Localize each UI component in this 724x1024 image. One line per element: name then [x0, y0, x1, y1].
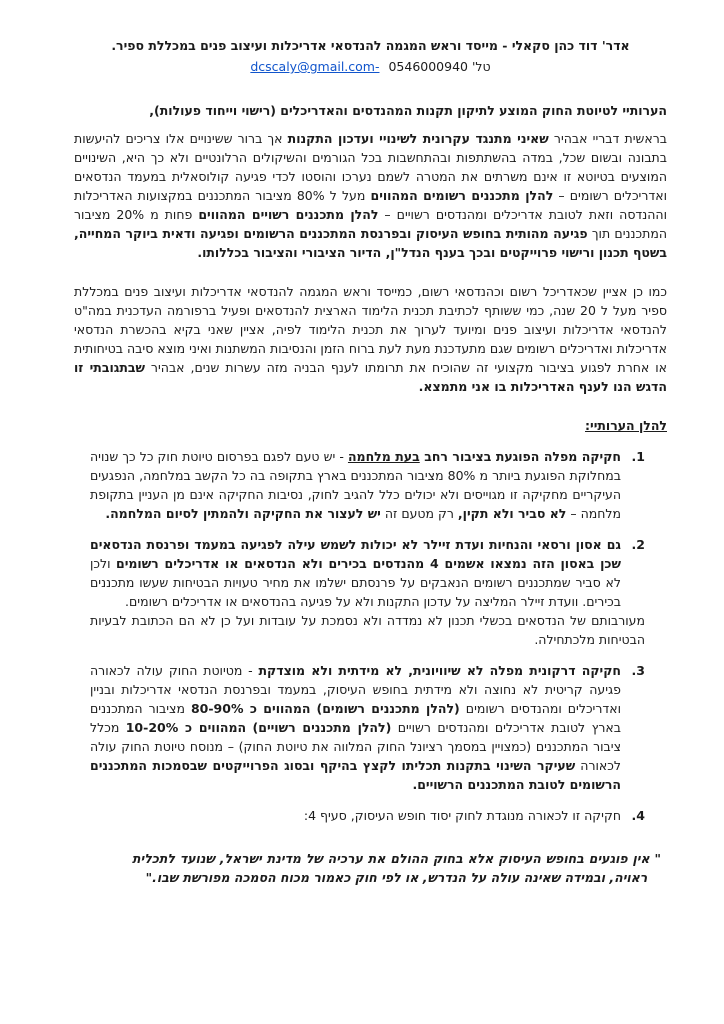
- comment-item-4: [74, 806, 667, 825]
- comment-item-3: [74, 661, 667, 794]
- paragraph-author-background: כמו כן אציין שכאדריכל רשום וכהנדסאי רשום, כמייסד וראש המגמה להנדסאי אדריכלות ועיצוב פנים במכללת ספיר מעל ל 20 שנה, כמי ששותף לכתיבת תכנית הלימוד הארצית להנדסאים ופעיל ברפורמה העדכנית במה"ט להנדסאי אדריכלות ועיצוב פנים ומיועד לערוך את תכנית הלימוד לפיה, אציין שאני בקיא בהכשרת הנדסאי אדריכלות ואדריכלים רשומים שגם מתעדכנת מעת לעת ברוח הזמן והנסיבות המשתנות ואיני מוצא סיבה בטיחותית או אחרת לפגוע בציבור מקצועי זה שהוכיח את תרומתו לענף הבניה מזה עשרות שנים, אבהיר שבתגובתי זו הדגש הנו לענף האדריכלות בו אני מתמצא.: [74, 284, 668, 394]
- item-text: [74, 535, 645, 649]
- item-note: מעורבותם של הנדסאים בכשלי תכנון לא נמדדה ולא נסמכת על עובדות ועל כן לא הם הכתובת לבעיות הבטיחות מלכתחילה.: [90, 613, 645, 647]
- quote-basic-law: " אין פוגעים בחופש העיסוק אלא בחוק ההולם את ערכיה של מדינת ישראל, שנועד לתכלית ראויה, ובמידה שאינה עולה על הנדרש, או לפי חוק כאמור מכוח הסמכה מפורשת שבו.": [132, 851, 661, 885]
- item-paragraph: חקיקה זו לכאורה מנוגדת לחוק יסוד חופש העיסוק, סעיף 4:: [303, 808, 621, 823]
- author-title: אדר' דוד כהן סקאלי - מייסד וראש המגמה להנדסאי אדריכלות ועיצוב פנים במכללת ספיר.: [111, 38, 630, 53]
- item-text: [74, 806, 621, 825]
- item-number: 1.: [631, 449, 645, 464]
- paragraph-position-statement: בראשית דבריי אבהיר שאיני מתנגד עקרונית לשינויי ועדכון התקנות אך ברור ששינויים אלו צריכים להיעשות בתבונה ובשום שכל, במדה בהשתתפות ובהתחשבות בכל הגורמים והשיקולים הרלונטיים ולא כך היא, השינויים המוצעים בטיוטא זו אינם משרתים את המטרה לשמם נערכו והוסטו לכדי פגיעה קולוסאלית במעמד הנדסאים ואדריכלים רשומים – להלן מתכננים רשומים המהווים מעל ל 80% מציבור המתכננים במקצועות האדריכלות וההנדסה וזאת לטובת אדריכלים ומהנדסים רשויים – להלן מתכננים רשויים המהווים פחות מ 20% מציבור המתכננים תוך פגיעה מהותית בחופש העיסוק ובפרנסת המתכננים הרשומים ופגיעה ודאית ביוקר המחייה, בשטף תכנון ורישוי פרוייקטים ובכך בענף הנדל"ן, הדיור הציבורי והציבור בכללותו.: [74, 131, 668, 260]
- comments-heading: להלן הערותיי:: [585, 418, 667, 433]
- comment-item-2: [74, 535, 667, 649]
- email-link[interactable]: dcscaly@gmail.com-: [250, 59, 380, 74]
- item-paragraph: חקיקה מפלה הפוגעת בציבור רחב בעת מלחמה - יש טעם לפגם בפרסום טיוטת חוק כל כך שנויה במחלוקת הפוגעת ביותר מ 80% מציבור המתכננים בארץ בתקופה בה כל הקשב במלחמה, הנפגעים העיקריים מחקיקה זו מגוייסים ולא יכולים כלל להגיב לחוק, נסיבות החקיקה אינם מן העניין בתקופת מלחמה – לא סביר ולא תקין, רק מטעם זה יש לעצור את החקיקה ולהמתין לסיום המלחמה.: [90, 449, 621, 521]
- item-text: [74, 447, 621, 523]
- item-number: 2.: [631, 537, 645, 552]
- phone-number: טל' 0546000940: [388, 59, 491, 74]
- item-number: 4.: [631, 808, 645, 823]
- item-text: [74, 661, 621, 794]
- item-number: 3.: [631, 663, 645, 678]
- intro-line: הערותיי לטיוטת החוק המוצע לתיקון תקנות המהנדסים והאדריכלים (רישוי וייחוד פעולות),: [149, 103, 667, 118]
- item-paragraph: גם אסון ורסאי והנחיות ועדת זיילר לא יכולות לשמש עילה לפגיעה במעמד ופרנסת הנדסאים שכן באסון הזה נמצאו אשמים 4 מהנדסים בכירים ולא הנדסאים או אדריכלים רשומים ולכן לא סביר שמתכננים רשומים הנאבקים על פרנסתם ישלמו את מחיר טעויות הבטיחות שעשו מתכננים בכירים. וועדת זיילר המליצה על עדכון התקנות ולא על פגיעה בהנדסאים או אדריכלים רשומים.: [90, 537, 621, 609]
- comment-item-1: [74, 447, 667, 523]
- comments-list: [74, 447, 667, 825]
- item-paragraph: חקיקה דרקונית מפלה לא שיוויונית, לא מידתית ולא מוצדקת - מטיוטת החוק עולה לכאורה פגיעה קריטית לא נחוצה ולא מידתית בחופש העיסוק, במעמד ובפרנסת הנדסאי אדריכלות ובניין ואדריכלים ומהנדסים רשומים (להלן מתכננים רשומים) המהווים כ 80-90% מציבור המתכננים בארץ לטובת אדריכלים ומהנדסים רשויים (להלן מתכננים רשויים) המהווים כ 10-20% מכלל ציבור המתכננים (כמצויין במסמך רציונל החוק המלווה את טיוטת החוק) – מנוסח טיוטת החוק עולה לכאורה שעיקר השינוי בתקנות תכליתו לקצץ בהיקף ובסוג הפרוייקטים שבסמכות המתכננים הרשומים לטובת המתכננים הרשויים.: [90, 663, 622, 792]
- contact-line: [74, 57, 667, 76]
